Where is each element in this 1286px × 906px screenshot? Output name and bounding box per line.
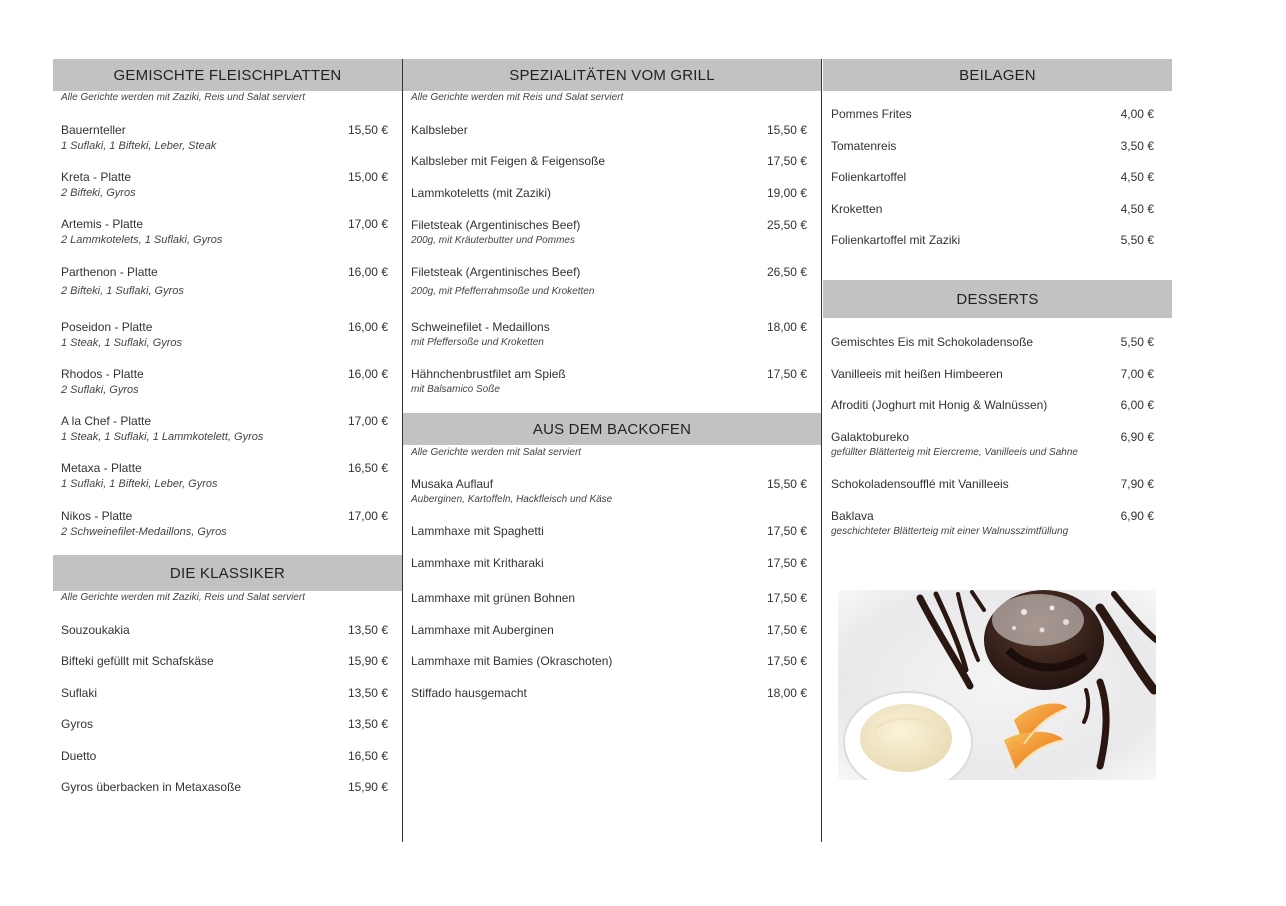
item-name: Metaxa - Platte (61, 461, 142, 475)
section-header-grill: SPEZIALITÄTEN VOM GRILL (403, 59, 821, 91)
item-price: 16,00 € (347, 367, 388, 381)
item-name: Gemischtes Eis mit Schokoladensoße (831, 335, 1034, 349)
item-name: Nikos - Platte (61, 509, 133, 523)
item-name: Filetsteak (Argentinisches Beef) (411, 218, 581, 232)
item-price: 26,50 € (766, 265, 807, 279)
item-name: Pommes Frites (831, 107, 912, 121)
dessert-photo-icon (838, 590, 1156, 780)
menu-item (411, 320, 807, 350)
item-desc: 2 Bifteki, 1 Suflaki, Gyros (61, 285, 184, 297)
item-name: Parthenon - Platte (61, 265, 158, 279)
item-price: 17,50 € (766, 556, 807, 570)
dessert-photo (838, 590, 1156, 780)
menu-item (831, 233, 1154, 247)
menu-item (61, 265, 388, 298)
item-name: Lammhaxe mit Kritharaki (411, 556, 544, 570)
item-name: Schokoladensoufflé mit Vanilleeis (831, 477, 1009, 491)
menu-item (831, 477, 1154, 491)
menu-item (831, 107, 1154, 121)
item-price: 7,90 € (1120, 477, 1154, 491)
menu-item (831, 170, 1154, 184)
column-divider-2 (821, 59, 822, 842)
item-price: 13,50 € (347, 623, 388, 637)
menu-item (411, 265, 807, 299)
item-desc: 200g, mit Kräuterbutter und Pommes (411, 235, 575, 246)
item-price: 17,00 € (347, 509, 388, 523)
menu-item (411, 524, 807, 538)
item-price: 6,90 € (1120, 509, 1154, 523)
item-price: 15,50 € (766, 477, 807, 491)
item-name: Lammkoteletts (mit Zaziki) (411, 186, 552, 200)
menu-item (411, 686, 807, 700)
item-price: 13,50 € (347, 717, 388, 731)
item-price: 17,50 € (766, 591, 807, 605)
item-price: 18,00 € (766, 320, 807, 334)
item-price: 17,50 € (766, 524, 807, 538)
item-name: Kroketten (831, 202, 883, 216)
item-price: 18,00 € (766, 686, 807, 700)
section-header-beilagen: BEILAGEN (823, 59, 1172, 91)
item-name: Artemis - Platte (61, 217, 144, 231)
item-name: Afroditi (Joghurt mit Honig & Walnüssen) (831, 398, 1048, 412)
item-name: Tomatenreis (831, 139, 897, 153)
menu-item (61, 749, 388, 763)
item-price: 15,50 € (347, 123, 388, 137)
item-price: 4,50 € (1120, 170, 1154, 184)
item-name: Rhodos - Platte (61, 367, 144, 381)
item-desc: mit Balsamico Soße (411, 384, 500, 395)
item-name: Filetsteak (Argentinisches Beef) (411, 265, 581, 279)
item-desc: 2 Schweinefilet-Medaillons, Gyros (61, 526, 227, 538)
item-desc: geschichteter Blätterteig mit einer Walnusszimtfüllung (831, 526, 1069, 537)
item-desc: 1 Steak, 1 Suflaki, 1 Lammkotelett, Gyros (61, 431, 264, 443)
item-name: Poseidon - Platte (61, 320, 153, 334)
item-name: Souzoukakia (61, 623, 130, 637)
item-price: 17,50 € (766, 654, 807, 668)
item-name: Vanilleeis mit heißen Himbeeren (831, 367, 1003, 381)
item-name: Bifteki gefüllt mit Schafskäse (61, 654, 214, 668)
menu-item (411, 623, 807, 637)
item-name: Schweinefilet - Medaillons (411, 320, 550, 334)
column-divider-1 (402, 59, 403, 842)
menu-item (831, 509, 1154, 539)
item-price: 25,50 € (766, 218, 807, 232)
item-name: Stiffado hausgemacht (411, 686, 527, 700)
section-note-backofen: Alle Gerichte werden mit Salat serviert (411, 447, 582, 458)
item-name: Gyros überbacken in Metaxasoße (61, 780, 242, 794)
item-name: Galaktobureko (831, 430, 910, 444)
item-desc: mit Pfeffersoße und Kroketten (411, 337, 544, 348)
menu-item (831, 367, 1154, 381)
item-price: 6,00 € (1120, 398, 1154, 412)
item-price: 17,50 € (766, 623, 807, 637)
item-price: 6,90 € (1120, 430, 1154, 444)
menu-item (61, 780, 388, 794)
item-price: 13,50 € (347, 686, 388, 700)
item-price: 3,50 € (1120, 139, 1154, 153)
section-header-klassiker: DIE KLASSIKER (53, 555, 402, 591)
menu-item (61, 320, 388, 350)
menu-item (831, 430, 1154, 460)
item-price: 16,00 € (347, 320, 388, 334)
menu-item (61, 686, 388, 700)
item-desc: gefüllter Blätterteig mit Eiercreme, Vanilleeis und Sahne (831, 447, 1078, 458)
menu-item (411, 477, 807, 507)
item-desc: Auberginen, Kartoffeln, Hackfleisch und Käse (411, 494, 613, 505)
menu-item (61, 367, 388, 397)
section-note-grill: Alle Gerichte werden mit Reis und Salat serviert (411, 92, 624, 103)
item-name: Lammhaxe mit Bamies (Okraschoten) (411, 654, 613, 668)
menu-item (61, 461, 388, 491)
menu-item (831, 398, 1154, 412)
section-header-desserts: DESSERTS (823, 280, 1172, 318)
item-name: Baklava (831, 509, 874, 523)
item-name: A la Chef - Platte (61, 414, 152, 428)
menu-item (61, 509, 388, 539)
menu-item (61, 414, 388, 444)
item-price: 4,50 € (1120, 202, 1154, 216)
menu-item (411, 186, 807, 200)
menu-item (411, 218, 807, 248)
item-price: 15,00 € (347, 170, 388, 184)
item-name: Hähnchenbrustfilet am Spieß (411, 367, 566, 381)
menu-item (61, 170, 388, 200)
item-desc: 200g, mit Pfefferrahmsoße und Kroketten (411, 286, 595, 297)
item-price: 5,50 € (1120, 233, 1154, 247)
menu-item (411, 654, 807, 668)
item-price: 17,50 € (766, 367, 807, 381)
section-note-fleischplatten: Alle Gerichte werden mit Zaziki, Reis und Salat serviert (61, 92, 305, 103)
menu-item (61, 623, 388, 637)
item-price: 16,00 € (347, 265, 388, 279)
menu-item (831, 139, 1154, 153)
item-price: 17,00 € (347, 414, 388, 428)
section-header-fleischplatten: GEMISCHTE FLEISCHPLATTEN (53, 59, 402, 91)
item-desc: 1 Steak, 1 Suflaki, Gyros (61, 337, 183, 349)
item-price: 5,50 € (1120, 335, 1154, 349)
item-price: 16,50 € (347, 461, 388, 475)
item-name: Folienkartoffel (831, 170, 907, 184)
item-desc: 2 Bifteki, Gyros (61, 187, 136, 199)
item-name: Kalbsleber (411, 123, 468, 137)
item-name: Lammhaxe mit grünen Bohnen (411, 591, 576, 605)
item-desc: 1 Suflaki, 1 Bifteki, Leber, Gyros (61, 478, 218, 490)
item-name: Kreta - Platte (61, 170, 132, 184)
item-name: Bauernteller (61, 123, 126, 137)
item-name: Kalbsleber mit Feigen & Feigensoße (411, 154, 606, 168)
menu-item (61, 217, 388, 247)
item-desc: 2 Suflaki, Gyros (61, 384, 139, 396)
menu-item (411, 591, 807, 605)
menu-item (411, 123, 807, 137)
item-desc: 2 Lammkotelets, 1 Suflaki, Gyros (61, 234, 223, 246)
item-name: Folienkartoffel mit Zaziki (831, 233, 961, 247)
item-desc: 1 Suflaki, 1 Bifteki, Leber, Steak (61, 140, 217, 152)
menu-item (411, 556, 807, 570)
item-price: 4,00 € (1120, 107, 1154, 121)
item-name: Musaka Auflauf (411, 477, 494, 491)
menu-item (61, 654, 388, 668)
menu-item (831, 335, 1154, 349)
section-header-backofen: AUS DEM BACKOFEN (403, 413, 821, 445)
item-price: 7,00 € (1120, 367, 1154, 381)
menu-item (411, 154, 807, 168)
item-name: Lammhaxe mit Auberginen (411, 623, 554, 637)
item-price: 19,00 € (766, 186, 807, 200)
menu-item (411, 367, 807, 397)
item-name: Lammhaxe mit Spaghetti (411, 524, 544, 538)
item-price: 15,90 € (347, 654, 388, 668)
item-price: 15,90 € (347, 780, 388, 794)
menu-item (831, 202, 1154, 216)
item-price: 15,50 € (766, 123, 807, 137)
menu-item (61, 717, 388, 731)
item-price: 17,00 € (347, 217, 388, 231)
item-price: 16,50 € (347, 749, 388, 763)
section-note-klassiker: Alle Gerichte werden mit Zaziki, Reis und Salat serviert (61, 592, 305, 603)
item-price: 17,50 € (766, 154, 807, 168)
item-name: Duetto (61, 749, 97, 763)
menu-item (61, 123, 388, 153)
item-name: Suflaki (61, 686, 98, 700)
item-name: Gyros (61, 717, 94, 731)
